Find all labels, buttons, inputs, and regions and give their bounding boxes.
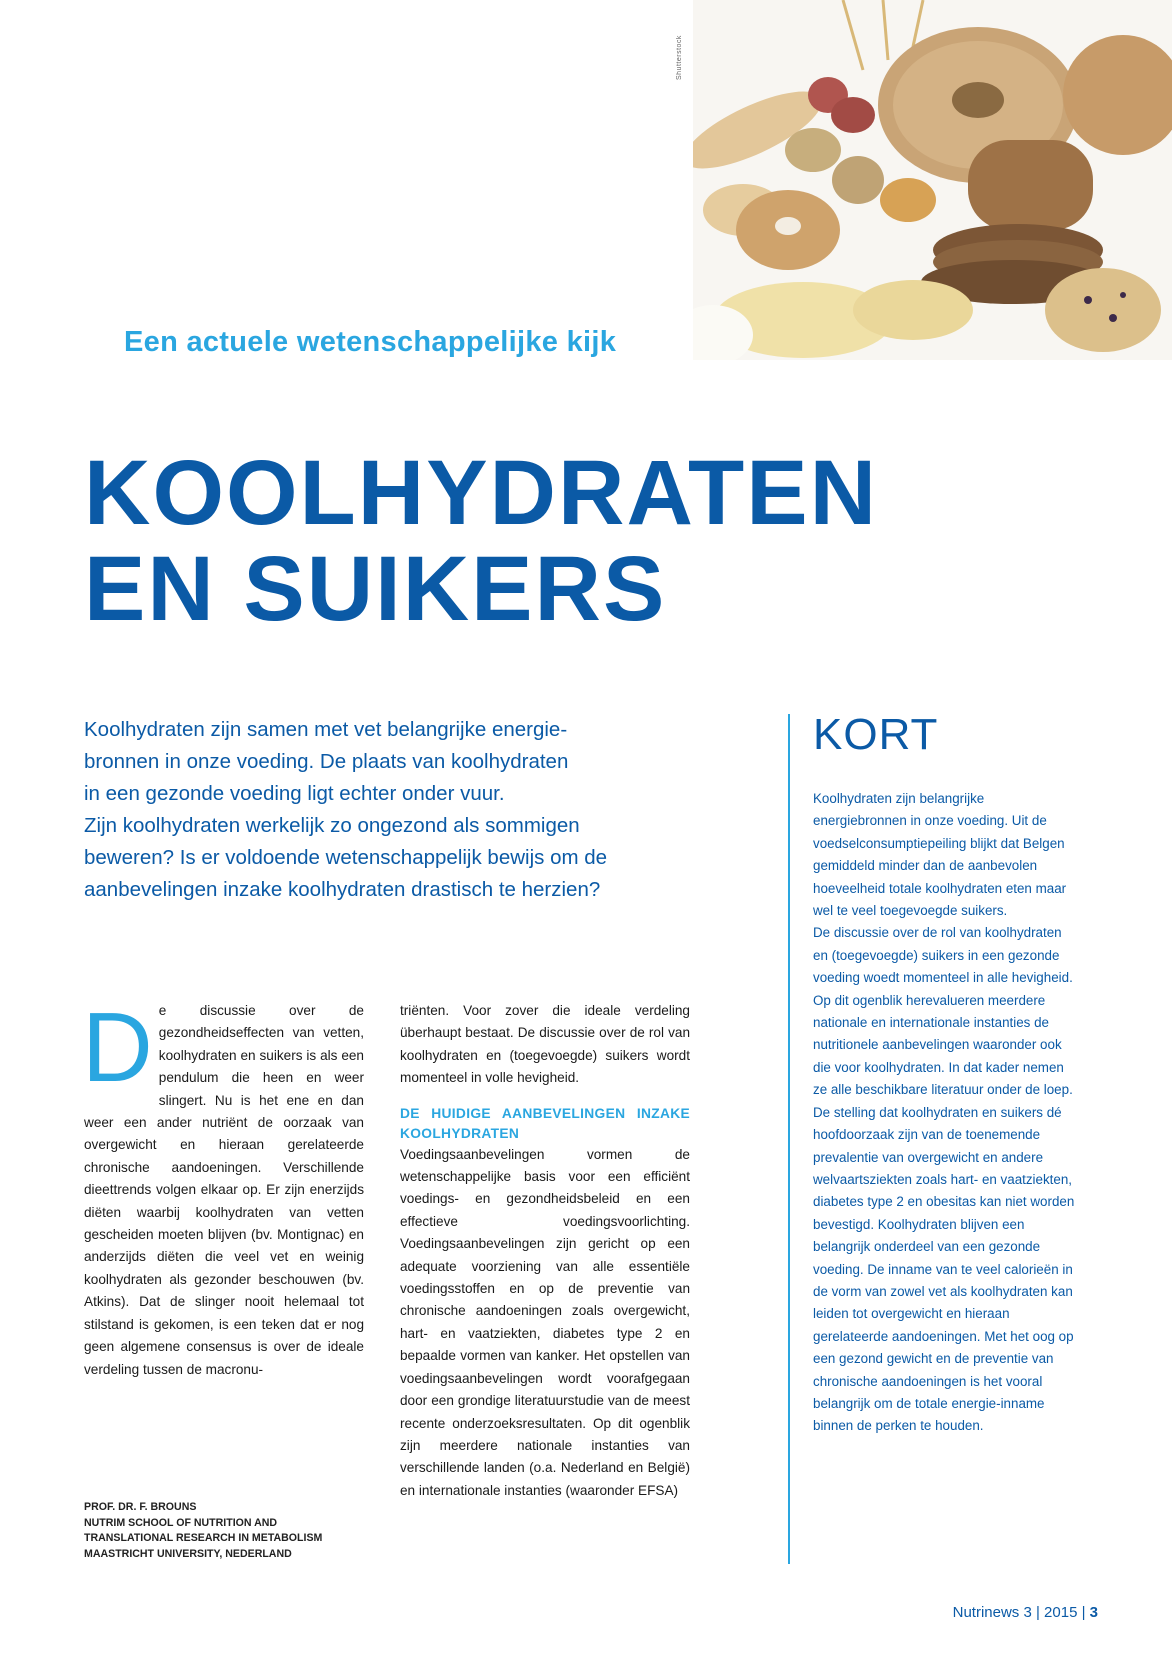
lead-line: beweren? Is er voldoende wetenschappelijk bewijs om de (84, 846, 608, 869)
drop-cap: D (82, 992, 153, 1102)
section-heading: DE HUIDIGE AANBEVELINGEN INZAKE KOOLHYDRATEN (400, 1105, 690, 1141)
body-paragraph: Voedingsaanbevelingen vormen de wetenschappelijke basis voor een efficiënt voedings- en gezondheidsbeleid en een effectieve voedingsvoorlichting. Voedingsaanbevelingen zijn gericht op een adequate voorziening van alle essentiële voedingsstoffen en op de preventie van chronische aandoeningen zoals overgewicht, hart- en vaatziekten, diabetes type 2 en bepaalde vormen van kanker. Het opstellen van voedingsaanbevelingen wordt voorafgegaan door een grondige literatuurstudie van de meest recente onderzoeksresultaten. Op dit ogenblik zijn meerdere nationale instanties van verschillende landen (o.a. Nederland en België) en internationale instanties (waaronder EFSA) (400, 1146, 690, 1498)
lead-line: aanbevelingen inzake koolhydraten drastisch te herzien? (84, 878, 601, 901)
lead-line: Koolhydraten zijn samen met vet belangrijke energie- (84, 718, 568, 741)
sidebar-text (813, 788, 1075, 1438)
lead-line: Zijn koolhydraten werkelijk zo ongezond als sommigen (84, 814, 580, 837)
author-affiliation: MAASTRICHT UNIVERSITY, NEDERLAND (84, 1547, 292, 1560)
magazine-name: Nutrinews (952, 1604, 1020, 1621)
body-column-2 (400, 1000, 690, 1502)
body-column-1 (82, 992, 364, 1381)
author-credit (84, 1500, 384, 1562)
title-line-1: KOOLHYDRATEN (84, 442, 879, 544)
photo-credit: Shutterstock (676, 35, 683, 80)
issue-label: 3 | 2015 | (1023, 1604, 1086, 1621)
body-paragraph: e discussie over de gezondheidseffecten van vetten, koolhydraten en suikers is als een pendulum die heen en weer slingert. Nu is het ene en dan weer een ander nutriënt de oorzaak van overgewicht en hieraan gerelateerde chronische aandoeningen. Verschillende dieettrends volgen elkaar op. Er zijn enerzijds diëten waarbij koolhydraten van vetten gescheiden moeten blijven (bv. Montignac) en anderzijds diëten die veel vet en weinig koolhydraten als gezonder beschouwen (bv. Atkins). Dat de slinger nooit helemaal tot stilstand is gekomen, is een teken dat er nog geen algemene consensus is over de ideale verdeling tussen de macronu- (84, 1003, 364, 1377)
lead-line: in een gezonde voeding ligt echter onder vuur. (84, 782, 505, 805)
body-paragraph: triënten. Voor zover die ideale verdeling überhaupt bestaat. De discussie over de rol van koolhydraten en (toegevoegde) suikers wordt momenteel in volle hevigheid. (400, 1003, 690, 1086)
sidebar-paragraph: De discussie over de rol van koolhydraten en (toegevoegde) suikers in een gezonde voeding woedt momenteel in alle hevigheid. Op dit ogenblik herevalueren meerdere nationale en internationale instanties de nutritionele aanbevelingen waaronder ook die voor koolhydraten. In dat kader nemen ze alle beschikbare literatuur onder de loep. De stelling dat koolhydraten en suikers dé hoofdoorzaak zijn van de toenemende prevalentie van overgewicht en andere welvaartsziekten zoals hart- en vaatziekten, diabetes type 2 en obesitas kan niet worden bevestigd. Koolhydraten blijven een belangrijk onderdeel van een gezonde voeding. De inname van te veel calorieën in de vorm van zowel vet als koolhydraten kan leiden tot overgewicht en hieraan gerelateerde aandoeningen. Met het oog op een gezond gewicht en de preventie van chronische aandoeningen is het vooral belangrijk om de totale energie-inname binnen de perken te houden. (813, 925, 1075, 1434)
bread-potatoes-photo (693, 0, 1172, 360)
lead-paragraph (84, 714, 684, 906)
author-affiliation: TRANSLATIONAL RESEARCH IN METABOLISM (84, 1532, 323, 1544)
author-affiliation: NUTRIM SCHOOL OF NUTRITION AND (84, 1516, 278, 1529)
lead-line: bronnen in onze voeding. De plaats van koolhydraten (84, 750, 569, 773)
title-line-2: EN SUIKERS (84, 538, 667, 640)
page-number: 3 (1089, 1604, 1098, 1621)
sidebar-paragraph: Koolhydraten zijn belangrijke energiebronnen in onze voeding. Uit de voedselconsumptiepeiling blijkt dat Belgen gemiddeld minder dan de aanbevolen hoeveelheid totale koolhydraten eten maar wel te veel toegevoegde suikers. (813, 791, 1067, 919)
kicker: Een actuele wetenschappelijke kijk (124, 326, 617, 358)
author-name: PROF. DR. F. BROUNS (84, 1501, 197, 1513)
page-footer (953, 1604, 1098, 1621)
sidebar-rule (788, 714, 790, 1564)
page-title (84, 442, 984, 640)
sidebar-title: KORT (813, 710, 939, 759)
